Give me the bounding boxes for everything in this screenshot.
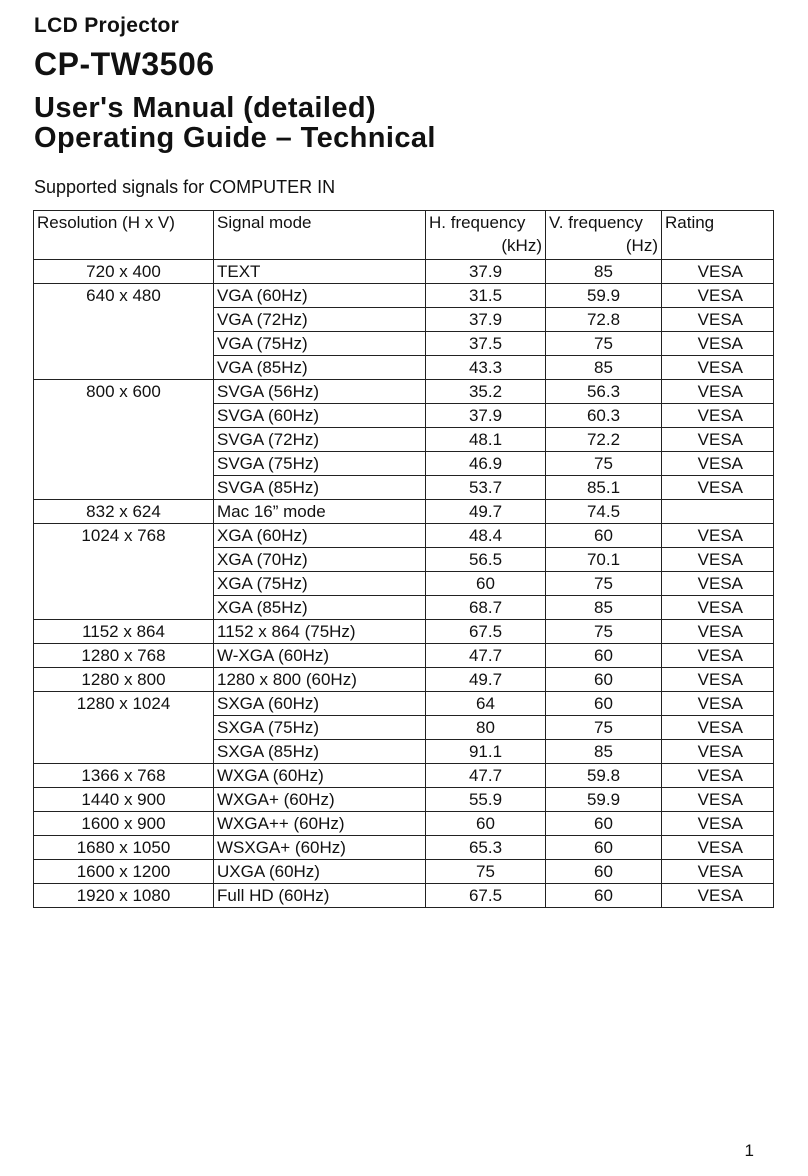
cell-signal-mode: XGA (75Hz)	[214, 572, 426, 596]
cell-v-frequency: 70.1	[546, 548, 662, 572]
section-title: Supported signals for COMPUTER IN	[34, 177, 336, 197]
cell-rating: VESA	[662, 788, 774, 812]
cell-rating: VESA	[662, 428, 774, 452]
cell-rating: VESA	[662, 596, 774, 620]
cell-h-frequency: 75	[426, 860, 546, 884]
cell-signal-mode: W-XGA (60Hz)	[214, 644, 426, 668]
cell-resolution	[34, 740, 214, 764]
cell-h-frequency: 31.5	[426, 284, 546, 308]
cell-h-frequency: 80	[426, 716, 546, 740]
cell-signal-mode: SVGA (60Hz)	[214, 404, 426, 428]
table-row	[34, 764, 774, 788]
cell-h-frequency: 48.1	[426, 428, 546, 452]
cell-v-frequency: 85	[546, 356, 662, 380]
cell-v-frequency: 56.3	[546, 380, 662, 404]
cell-rating: VESA	[662, 644, 774, 668]
product-type-heading: LCD Projector	[34, 14, 180, 37]
cell-v-frequency: 85	[546, 260, 662, 284]
cell-rating	[662, 500, 774, 524]
cell-h-frequency: 68.7	[426, 596, 546, 620]
manual-title-line2: Operating Guide – Technical	[34, 122, 436, 154]
cell-v-frequency: 85.1	[546, 476, 662, 500]
cell-h-frequency: 37.9	[426, 260, 546, 284]
cell-resolution: 720 x 400	[34, 260, 214, 284]
cell-rating: VESA	[662, 284, 774, 308]
table-row	[34, 620, 774, 644]
cell-h-frequency: 60	[426, 812, 546, 836]
cell-h-frequency: 67.5	[426, 884, 546, 908]
cell-v-frequency: 60	[546, 644, 662, 668]
cell-resolution: 1024 x 768	[34, 524, 214, 548]
cell-h-frequency: 37.9	[426, 404, 546, 428]
cell-resolution	[34, 356, 214, 380]
cell-signal-mode: VGA (85Hz)	[214, 356, 426, 380]
cell-h-frequency: 67.5	[426, 620, 546, 644]
cell-resolution	[34, 572, 214, 596]
cell-h-frequency: 64	[426, 692, 546, 716]
cell-signal-mode: Mac 16” mode	[214, 500, 426, 524]
cell-h-frequency: 56.5	[426, 548, 546, 572]
table-row	[34, 380, 774, 404]
header-h-frequency-label: H. frequency	[429, 213, 526, 232]
cell-rating: VESA	[662, 668, 774, 692]
cell-rating: VESA	[662, 380, 774, 404]
cell-v-frequency: 60	[546, 860, 662, 884]
cell-v-frequency: 74.5	[546, 500, 662, 524]
cell-signal-mode: SXGA (75Hz)	[214, 716, 426, 740]
table-row	[34, 548, 774, 572]
cell-rating: VESA	[662, 332, 774, 356]
table-row	[34, 452, 774, 476]
cell-v-frequency: 60	[546, 884, 662, 908]
cell-h-frequency: 37.5	[426, 332, 546, 356]
cell-resolution: 1440 x 900	[34, 788, 214, 812]
cell-signal-mode: WSXGA+ (60Hz)	[214, 836, 426, 860]
cell-signal-mode: Full HD (60Hz)	[214, 884, 426, 908]
header-v-frequency	[546, 211, 662, 260]
cell-signal-mode: SVGA (56Hz)	[214, 380, 426, 404]
cell-rating: VESA	[662, 692, 774, 716]
cell-rating: VESA	[662, 548, 774, 572]
cell-resolution	[34, 548, 214, 572]
cell-v-frequency: 75	[546, 572, 662, 596]
table-row	[34, 716, 774, 740]
cell-signal-mode: XGA (85Hz)	[214, 596, 426, 620]
cell-rating: VESA	[662, 452, 774, 476]
cell-v-frequency: 60	[546, 524, 662, 548]
cell-h-frequency: 37.9	[426, 308, 546, 332]
cell-v-frequency: 85	[546, 740, 662, 764]
cell-v-frequency: 59.9	[546, 284, 662, 308]
table-row	[34, 812, 774, 836]
page-number: 1	[744, 1141, 754, 1160]
cell-signal-mode: VGA (75Hz)	[214, 332, 426, 356]
cell-rating: VESA	[662, 572, 774, 596]
cell-resolution: 800 x 600	[34, 380, 214, 404]
cell-resolution	[34, 716, 214, 740]
cell-signal-mode: XGA (60Hz)	[214, 524, 426, 548]
cell-v-frequency: 59.9	[546, 788, 662, 812]
cell-v-frequency: 59.8	[546, 764, 662, 788]
cell-resolution: 640 x 480	[34, 284, 214, 308]
table-row	[34, 500, 774, 524]
supported-signals-table	[33, 210, 774, 908]
cell-v-frequency: 72.2	[546, 428, 662, 452]
cell-h-frequency: 53.7	[426, 476, 546, 500]
cell-resolution: 1366 x 768	[34, 764, 214, 788]
cell-v-frequency: 85	[546, 596, 662, 620]
cell-resolution: 832 x 624	[34, 500, 214, 524]
table-row	[34, 668, 774, 692]
cell-rating: VESA	[662, 356, 774, 380]
cell-v-frequency: 75	[546, 620, 662, 644]
cell-signal-mode: VGA (72Hz)	[214, 308, 426, 332]
cell-resolution: 1600 x 900	[34, 812, 214, 836]
table-row	[34, 260, 774, 284]
cell-h-frequency: 65.3	[426, 836, 546, 860]
cell-signal-mode: WXGA++ (60Hz)	[214, 812, 426, 836]
cell-rating: VESA	[662, 404, 774, 428]
cell-resolution: 1280 x 768	[34, 644, 214, 668]
cell-resolution	[34, 404, 214, 428]
cell-v-frequency: 75	[546, 716, 662, 740]
header-h-frequency-unit: (kHz)	[501, 236, 542, 255]
cell-rating: VESA	[662, 740, 774, 764]
cell-v-frequency: 72.8	[546, 308, 662, 332]
cell-signal-mode: SVGA (85Hz)	[214, 476, 426, 500]
header-rating: Rating	[662, 211, 774, 260]
cell-resolution	[34, 332, 214, 356]
cell-h-frequency: 48.4	[426, 524, 546, 548]
cell-resolution	[34, 428, 214, 452]
cell-h-frequency: 46.9	[426, 452, 546, 476]
cell-signal-mode: WXGA+ (60Hz)	[214, 788, 426, 812]
cell-v-frequency: 60	[546, 812, 662, 836]
cell-signal-mode: SXGA (85Hz)	[214, 740, 426, 764]
cell-resolution: 1600 x 1200	[34, 860, 214, 884]
table-row	[34, 356, 774, 380]
cell-resolution: 1280 x 1024	[34, 692, 214, 716]
table-row	[34, 644, 774, 668]
cell-resolution: 1152 x 864	[34, 620, 214, 644]
cell-signal-mode: SXGA (60Hz)	[214, 692, 426, 716]
cell-resolution	[34, 596, 214, 620]
cell-signal-mode: UXGA (60Hz)	[214, 860, 426, 884]
cell-h-frequency: 43.3	[426, 356, 546, 380]
table-row	[34, 524, 774, 548]
cell-v-frequency: 60	[546, 668, 662, 692]
cell-rating: VESA	[662, 860, 774, 884]
table-row	[34, 308, 774, 332]
cell-h-frequency: 47.7	[426, 644, 546, 668]
cell-resolution: 1680 x 1050	[34, 836, 214, 860]
cell-v-frequency: 60.3	[546, 404, 662, 428]
table-row	[34, 860, 774, 884]
cell-rating: VESA	[662, 476, 774, 500]
cell-v-frequency: 60	[546, 836, 662, 860]
cell-rating: VESA	[662, 836, 774, 860]
cell-h-frequency: 91.1	[426, 740, 546, 764]
cell-resolution	[34, 308, 214, 332]
cell-v-frequency: 75	[546, 452, 662, 476]
cell-rating: VESA	[662, 524, 774, 548]
cell-rating: VESA	[662, 884, 774, 908]
table-row	[34, 596, 774, 620]
cell-signal-mode: SVGA (75Hz)	[214, 452, 426, 476]
cell-h-frequency: 49.7	[426, 668, 546, 692]
cell-h-frequency: 49.7	[426, 500, 546, 524]
cell-signal-mode: SVGA (72Hz)	[214, 428, 426, 452]
cell-h-frequency: 55.9	[426, 788, 546, 812]
table-row	[34, 476, 774, 500]
manual-title-line1: User's Manual (detailed)	[34, 92, 377, 124]
cell-signal-mode: 1152 x 864 (75Hz)	[214, 620, 426, 644]
cell-h-frequency: 47.7	[426, 764, 546, 788]
cell-rating: VESA	[662, 812, 774, 836]
header-resolution: Resolution (H x V)	[34, 211, 214, 260]
cell-signal-mode: WXGA (60Hz)	[214, 764, 426, 788]
cell-signal-mode: 1280 x 800 (60Hz)	[214, 668, 426, 692]
cell-h-frequency: 35.2	[426, 380, 546, 404]
cell-rating: VESA	[662, 308, 774, 332]
cell-rating: VESA	[662, 620, 774, 644]
cell-resolution	[34, 452, 214, 476]
cell-resolution	[34, 476, 214, 500]
table-row	[34, 836, 774, 860]
cell-resolution: 1920 x 1080	[34, 884, 214, 908]
header-h-frequency	[426, 211, 546, 260]
table-row	[34, 572, 774, 596]
header-v-frequency-unit: (Hz)	[625, 236, 658, 255]
cell-resolution: 1280 x 800	[34, 668, 214, 692]
table-row	[34, 692, 774, 716]
cell-rating: VESA	[662, 764, 774, 788]
cell-signal-mode: XGA (70Hz)	[214, 548, 426, 572]
header-v-frequency-label: V. frequency	[549, 213, 643, 232]
table-row	[34, 428, 774, 452]
table-header-row	[34, 211, 774, 260]
table-row	[34, 284, 774, 308]
table-row	[34, 884, 774, 908]
cell-signal-mode: TEXT	[214, 260, 426, 284]
model-heading: CP-TW3506	[34, 46, 215, 82]
cell-v-frequency: 75	[546, 332, 662, 356]
table-row	[34, 404, 774, 428]
cell-rating: VESA	[662, 716, 774, 740]
cell-signal-mode: VGA (60Hz)	[214, 284, 426, 308]
table-row	[34, 332, 774, 356]
cell-h-frequency: 60	[426, 572, 546, 596]
cell-rating: VESA	[662, 260, 774, 284]
header-signal-mode: Signal mode	[214, 211, 426, 260]
table-row	[34, 788, 774, 812]
table-row	[34, 740, 774, 764]
cell-v-frequency: 60	[546, 692, 662, 716]
